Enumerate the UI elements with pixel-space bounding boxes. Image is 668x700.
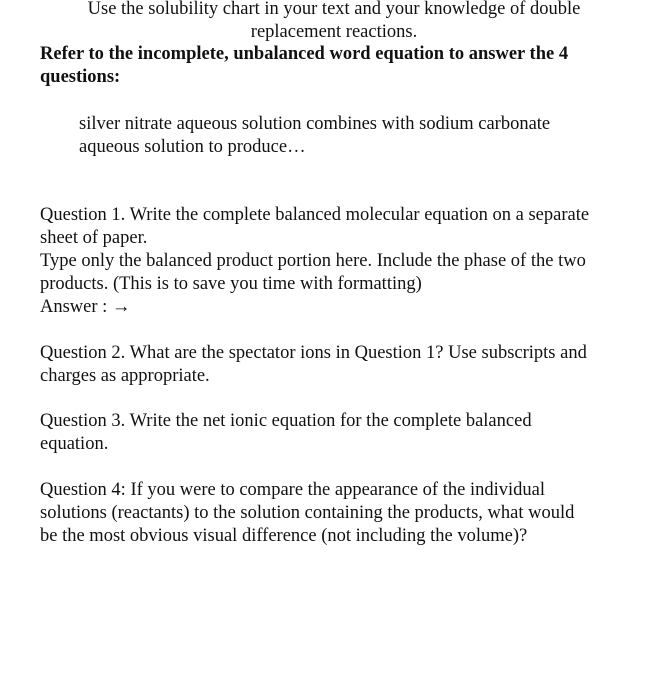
word-equation [79, 113, 609, 159]
instruction-line-1: Refer to the incomplete, unbalanced word equation to answer the 4 [40, 44, 569, 64]
question-4-line-2: solutions (reactants) to the solution containing the products, what would [40, 503, 575, 523]
question-1-line-3: Type only the balanced product portion here. Include the phase of the two [40, 251, 586, 271]
instruction-heading [40, 43, 630, 89]
question-1-line-4: products. (This is to save you time with formatting) [40, 274, 422, 294]
question-4-line-3: be the most obvious visual difference (not including the volume)? [40, 526, 528, 546]
question-2-line-2: charges as appropriate. [40, 366, 210, 386]
question-4-line-1: Question 4: If you were to compare the appearance of the individual [40, 480, 545, 500]
question-1 [40, 204, 640, 319]
intro-line-2: replacement reactions. [250, 22, 418, 42]
instruction-line-2: questions: [40, 67, 121, 87]
question-1-line-1: Question 1. Write the complete balanced molecular equation on a separate [40, 205, 590, 225]
intro-text [40, 0, 628, 44]
question-3-line-2: equation. [40, 434, 109, 454]
word-equation-line-1: silver nitrate aqueous solution combines with sodium carbonate [79, 114, 551, 134]
question-2 [40, 342, 640, 388]
intro-line-1: Use the solubility chart in your text and your knowledge of double [87, 0, 581, 19]
word-equation-line-2: aqueous solution to produce… [79, 137, 306, 157]
question-1-answer-label: Answer : → [40, 297, 131, 317]
question-3-line-1: Question 3. Write the net ionic equation for the complete balanced [40, 411, 532, 431]
question-4 [40, 479, 640, 548]
question-1-line-2: sheet of paper. [40, 228, 148, 248]
question-3 [40, 410, 640, 456]
question-2-line-1: Question 2. What are the spectator ions in Question 1? Use subscripts and [40, 343, 587, 363]
